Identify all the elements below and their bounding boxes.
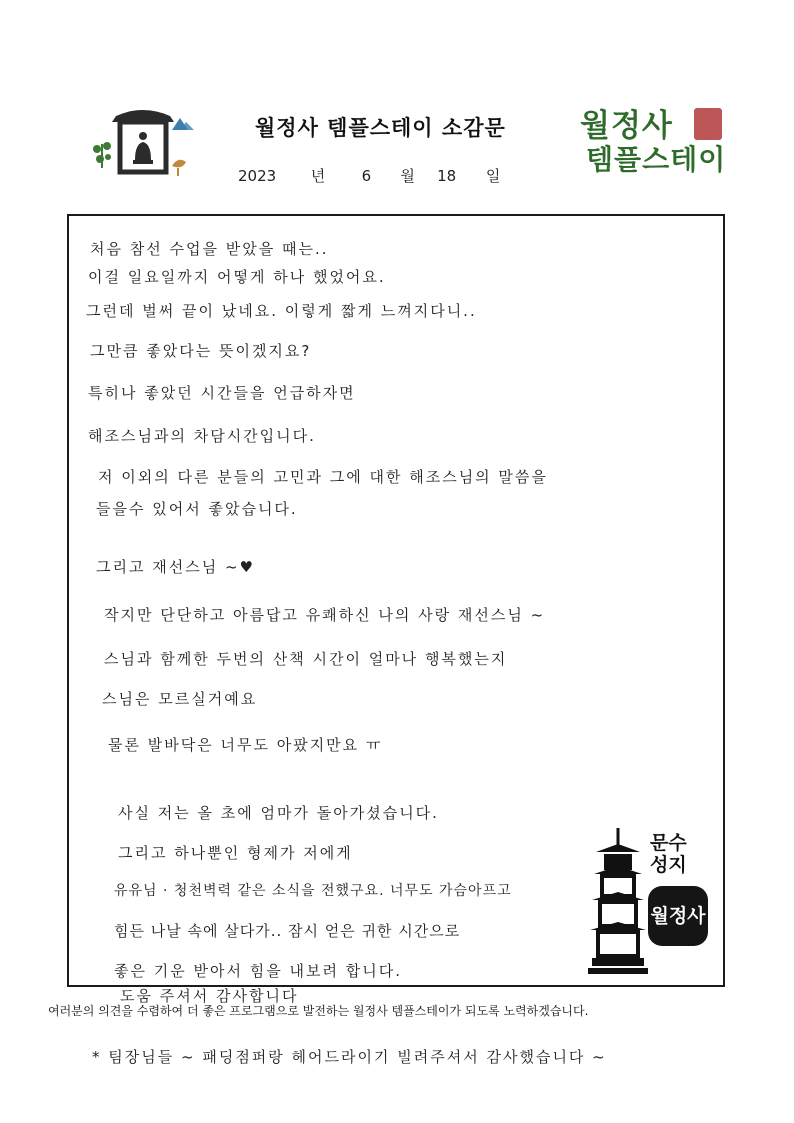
- red-seal-stamp: [694, 108, 722, 140]
- brand-name-line1: 월정사: [580, 108, 673, 144]
- form-title: 월정사 템플스테이 소감문: [255, 116, 506, 140]
- comment-line: 해조스님과의 차담시간입니다.: [88, 427, 316, 445]
- brand-name-line2: 템플스테이: [586, 143, 727, 176]
- buddha-icon: [133, 132, 153, 164]
- woljeongsa-seal: 월정사: [648, 886, 708, 946]
- comment-line: 좋은 기운 받아서 힘을 내보려 합니다.: [114, 962, 402, 980]
- comment-line: 들을수 있어서 좋았습니다.: [96, 500, 298, 518]
- comment-line: 그런데 벌써 끝이 났네요. 이렇게 짧게 느껴지다니..: [86, 302, 477, 320]
- footer-notice: 여러분의 의견을 수렴하여 더 좋은 프로그램으로 발전하는 월정사 템플스테이가 되도록 노력하겠습니다.: [48, 1004, 589, 1018]
- comment-line: 특히나 좋았던 시간들을 언급하자면: [88, 384, 356, 402]
- comment-line: 스님과 함께한 두번의 산책 시간이 얼마나 행복했는지: [104, 650, 508, 668]
- bird-icon: [172, 160, 186, 176]
- date-day-unit: 일: [485, 167, 501, 185]
- comment-line: 처음 참선 수업을 받았을 때는..: [90, 240, 329, 258]
- comment-line: 그리고 재선스님 ~♥: [96, 558, 255, 576]
- date-day: 18: [437, 167, 457, 185]
- tree-icon: [93, 142, 111, 168]
- date-year: 2023: [238, 167, 277, 185]
- stamp-text-line1: 문수: [650, 832, 687, 854]
- stamp-text-line2: 성지: [650, 854, 687, 876]
- comment-line: 그만큼 좋았다는 뜻이겠지요?: [90, 342, 312, 360]
- comment-line: 스님은 모르실거예요: [102, 690, 258, 708]
- comment-line: 저 이외의 다른 분들의 고민과 그에 대한 해조스님의 말씀을: [98, 468, 548, 486]
- temple-gate-logo-icon: [88, 104, 198, 188]
- comment-line: 도움 주셔서 감사합니다: [120, 987, 299, 1005]
- comment-line: 유유님 · 청천벽력 같은 소식을 전했구요. 너무도 가슴아프고: [114, 883, 512, 899]
- mountain-icon: [172, 118, 194, 130]
- date-year-unit: 년: [310, 167, 326, 185]
- comment-line: 사실 저는 올 초에 엄마가 돌아가셨습니다.: [118, 804, 439, 822]
- comment-line: 작지만 단단하고 아름답고 유쾌하신 나의 사랑 재선스님 ~: [104, 606, 546, 624]
- brand-logo: [580, 100, 730, 184]
- date-month-unit: 월: [400, 167, 415, 185]
- munsu-seongji-stamp: [588, 826, 716, 978]
- temple-stay-logo: [88, 104, 198, 188]
- closing-handwritten-note: * 팀장님들 ~ 패딩점퍼랑 헤어드라이기 빌려주셔서 감사했습니다 ~: [92, 1048, 607, 1066]
- comment-line: 물론 발바닥은 너무도 아팠지만요 ㅠ: [108, 736, 383, 754]
- date-month: 6: [361, 167, 372, 185]
- comment-line: 이걸 일요일까지 어떻게 하나 했었어요.: [88, 268, 386, 286]
- comment-line: 그리고 하나뿐인 형제가 저에게: [118, 844, 353, 862]
- pagoda-icon: [588, 826, 648, 976]
- comment-line: 힘든 나날 속에 살다가.. 잠시 얻은 귀한 시간으로: [114, 922, 461, 940]
- date-line: [238, 165, 500, 186]
